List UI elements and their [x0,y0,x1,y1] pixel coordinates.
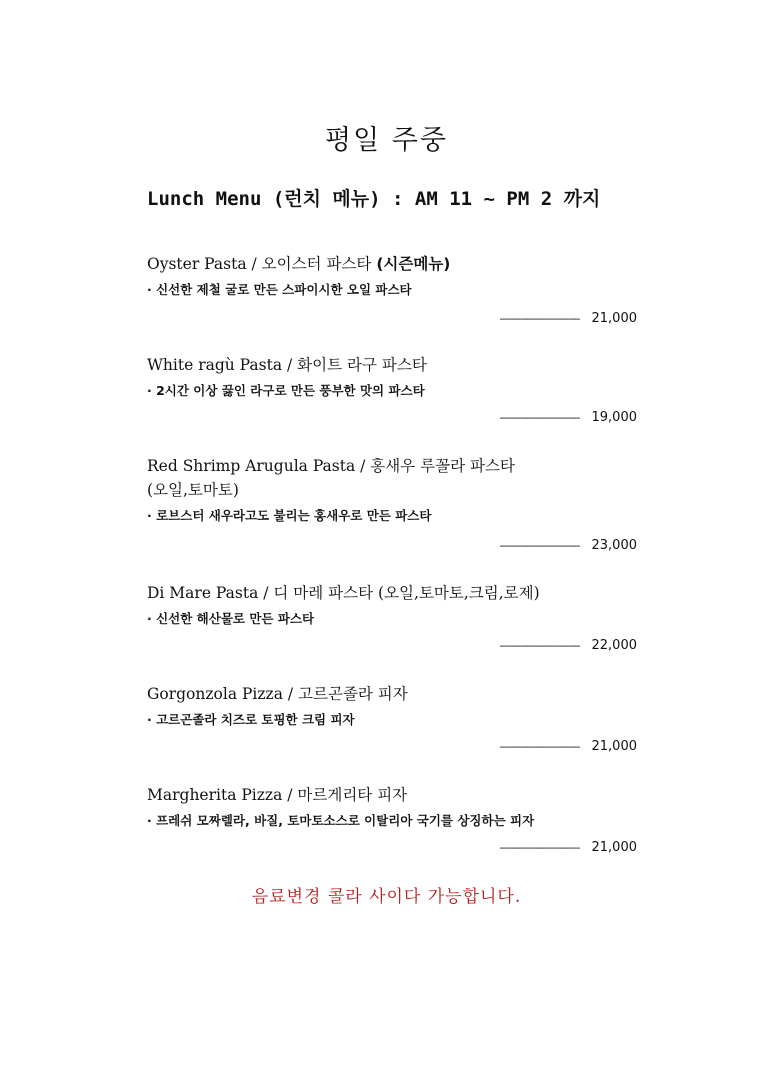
menu-item-oyster-pasta [147,252,637,332]
menu-item-price: 19,000 [591,410,637,425]
menu-item-price: 21,000 [591,311,637,326]
menu-item-name-line2: (오일,토마토) [147,481,239,499]
menu-item-description: · 2시간 이상 끓인 라구로 만든 풍부한 맛의 파스타 [147,383,425,398]
menu-item-name: Red Shrimp Arugula Pasta / 홍새우 루꼴라 파스타 [147,457,515,475]
menu-item-price: 21,000 [591,739,637,754]
menu-item-name: Di Mare Pasta / 디 마레 파스타 (오일,토마토,크림,로제) [147,584,540,602]
menu-item-name: White ragù Pasta / 화이트 라구 파스타 [147,356,427,374]
beverage-note: 음료변경 콜라 사이다 가능합니다. [251,887,522,907]
price-row [499,311,637,326]
menu-item-gorgonzola-pizza [147,682,637,762]
menu-item-description: · 로브스터 새우라고도 불리는 홍새우로 만든 파스타 [147,508,432,523]
menu-item-description: · 신선한 제철 굴로 만든 스파이시한 오일 파스타 [147,282,412,297]
menu-item-margherita-pizza [147,783,637,863]
menu-item-price: 22,000 [591,638,637,653]
dash-leader: --------------------------- [499,411,580,424]
menu-item-di-mare-pasta [147,581,637,661]
menu-item-name: Oyster Pasta / 오이스터 파스타 [147,255,372,273]
dash-leader: --------------------------- [499,639,580,652]
menu-item-white-ragu-pasta [147,353,637,433]
dash-leader: --------------------------- [499,740,580,753]
menu-item-name: Margherita Pizza / 마르게리타 피자 [147,786,408,804]
dash-leader: --------------------------- [499,841,580,854]
price-row [499,840,637,855]
menu-item-red-shrimp-arugula-pasta [147,454,637,560]
dash-leader: --------------------------- [499,539,580,552]
menu-item-description: · 신선한 해산물로 만든 파스타 [147,611,315,626]
menu-item-name: Gorgonzola Pizza / 고르곤졸라 피자 [147,685,408,703]
menu-item-description: · 프레쉬 모짜렐라, 바질, 토마토소스로 이탈리아 국기를 상징하는 피자 [147,813,535,828]
menu-item-description: · 고르곤졸라 치즈로 토핑한 크림 피자 [147,712,355,727]
menu-item-note: (시즌메뉴) [376,255,451,273]
page-title: 평일 주중 [325,125,448,156]
menu-item-price: 23,000 [591,538,637,553]
dash-leader: --------------------------- [499,312,580,325]
lunch-menu-heading: Lunch Menu (런치 메뉴) : AM 11 ~ PM 2 까지 [147,188,601,210]
price-row [499,538,637,553]
price-row [499,410,637,425]
price-row [499,638,637,653]
menu-item-price: 21,000 [591,840,637,855]
price-row [499,739,637,754]
